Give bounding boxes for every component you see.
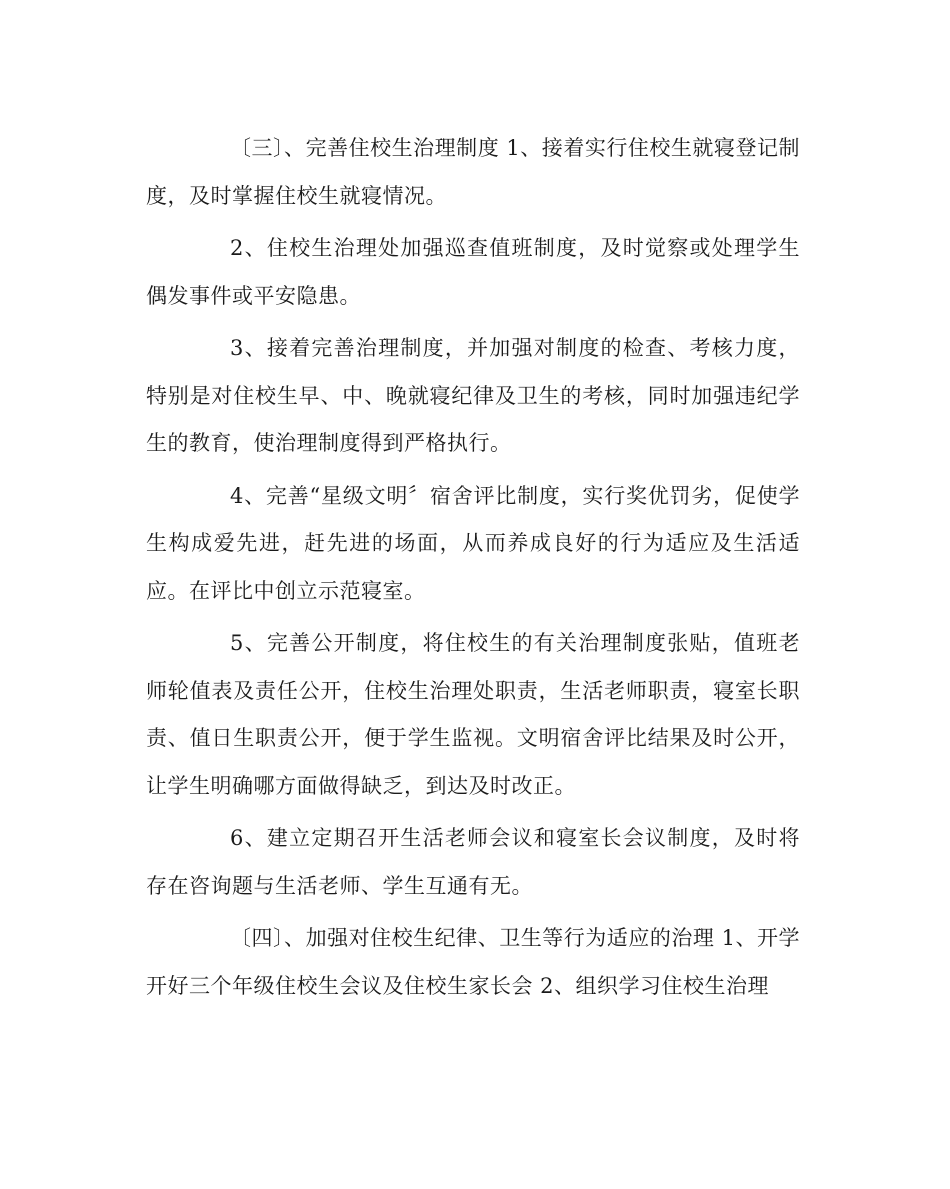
paragraph-item-6: 6、建立定期召开生活老师会议和寝室长会议制度，及时将存在咨询题与生活老师、学生互通有无。 <box>146 826 800 898</box>
paragraph-item-2: 2、住校生治理处加强巡查值班制度，及时觉察或处理学生偶发事件或平安隐患。 <box>146 236 800 308</box>
paragraph-section-4: 〔四〕、加强对住校生纪律、卫生等行为适应的治理 1、开学开好三个年级住校生会议及住校生家长会 2、组织学习住校生治理 <box>146 926 800 998</box>
paragraph-item-3: 3、接着完善治理制度，并加强对制度的检查、考核力度，特别是对住校生早、中、晚就寝纪律及卫生的考核，同时加强违纪学生的教育，使治理制度得到严格执行。 <box>146 336 800 455</box>
document-body <box>146 125 800 1015</box>
paragraph-item-4: 4、完善“星级文明〞宿舍评比制度，实行奖优罚劣，促使学生构成爱先进，赶先进的场面，从而养成良好的行为适应及生活适应。在评比中创立示范寝室。 <box>146 483 800 603</box>
paragraph-item-5: 5、完善公开制度，将住校生的有关治理制度张贴，值班老师轮值表及责任公开，住校生治理处职责，生活老师职责，寝室长职责、值日生职责公开，便于学生监视。文明宿舍评比结果及时公开，让学生明确哪方面做得缺乏，到达及时改正。 <box>146 631 800 798</box>
paragraph-section-3: 〔三〕、完善住校生治理制度 1、接着实行住校生就寝登记制度，及时掌握住校生就寝情况。 <box>146 136 800 208</box>
